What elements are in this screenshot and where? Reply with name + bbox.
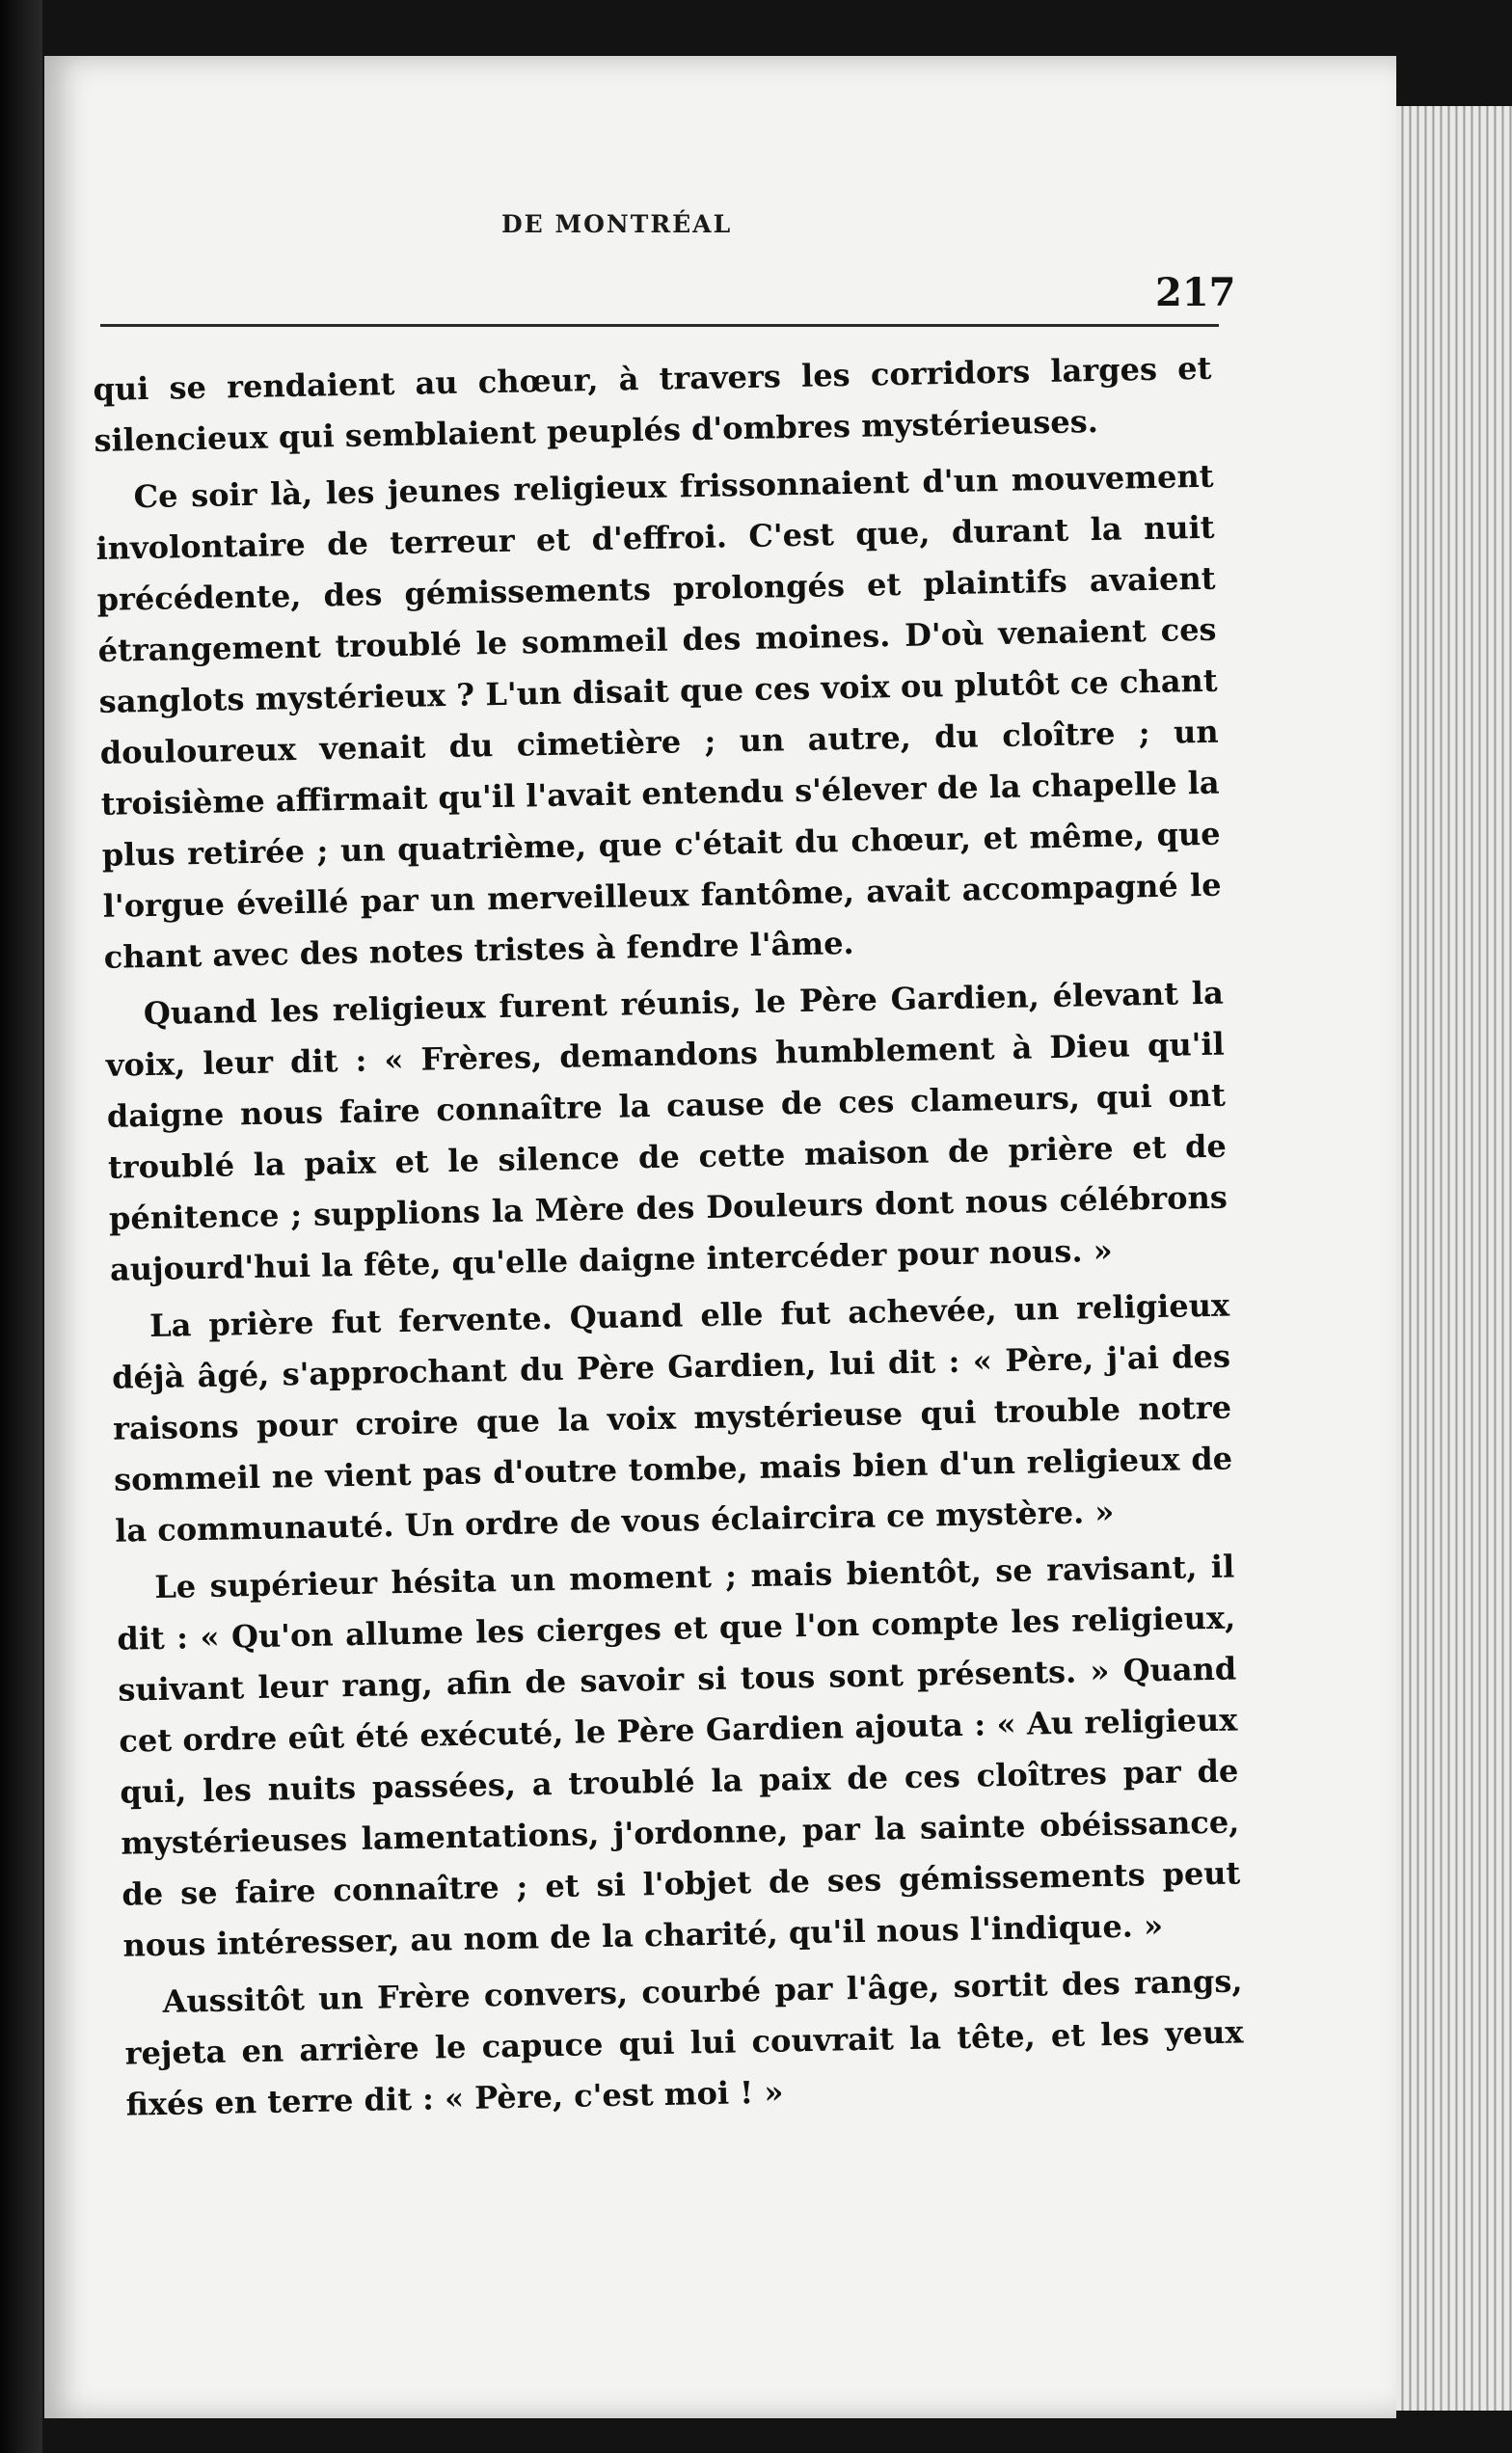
book-spine-shadow [0,0,42,2453]
paragraph: Quand les religieux furent réunis, le Père Gardien, élevant la voix, leur dit : « Frères, demandons humblement à Dieu qu'il daigne nous faire connaître la cause de ces clameurs, qui ont troublé la paix et le silence de cette maison de prière et de pénitence ; supplions la Mère des Douleurs dont nous célébrons aujourd'hui la fête, qu'elle daigne intercéder pour nous. » [105,974,1228,1288]
paragraph: Ce soir là, les jeunes religieux frissonnaient d'un mouvement involontaire de terreur et d'effroi. C'est que, durant la nuit précédente, des gémissements prolongés et plaintifs avaient étrangement troublé le sommeil des moines. D'où venaient ces sanglots mystérieux ? L'un disait que ces voix ou plutôt ce chant douloureux venait du cimetière ; un autre, du cloître ; un troisième affirmait qu'il l'avait entendu s'élever de la chapelle la plus retirée ; un quatrième, que c'était du chœur, et même, que l'orgue éveillé par un merveilleux fantôme, avait accompagné le chant avec des notes tristes à fendre l'âme. [95,457,1222,976]
page-edges [1389,106,1512,2411]
page-number: 217 [1155,270,1236,315]
header-rule [100,324,1219,327]
paragraph: Le supérieur hésita un moment ; mais bientôt, se ravisant, il dit : « Qu'on allume les cierges et que l'on compte les religieux, suivant leur rang, afin de savoir si tous sont présents. » Quand cet ordre eût été exécuté, le Père Gardien ajouta : « Au religieux qui, les nuits passées, a troublé la paix de ces cloîtres par de mystérieuses lamentations, j'ordonne, par la sainte obéissance, de se faire connaître ; et si l'objet de ses gémissements peut nous intéresser, au nom de la charité, qu'il nous l'indique. » [117,1548,1241,1964]
paragraph: qui se rendaient au chœur, à travers les corridors larges et silencieux qui semblaient peuplés d'ombres mystérieuses. [93,349,1212,459]
paragraph: Aussitôt un Frère convers, courbé par l'âge, sortit des rangs, rejeta en arrière le capuce qui lui couvrait la tête, et les yeux fixés en terre dit : « Père, c'est moi ! » [124,1962,1244,2123]
running-header: DE MONTRÉAL [501,210,733,238]
body-text [93,343,1245,2137]
paragraph: La prière fut fervente. Quand elle fut achevée, un religieux déjà âgé, s'approchant du Père Gardien, lui dit : « Père, j'ai des raisons pour croire que la voix mystérieuse qui trouble notre sommeil ne vient pas d'outre tombe, mais bien d'un religieux de la communauté. Un ordre de vous éclaircira ce mystère. » [111,1286,1233,1550]
